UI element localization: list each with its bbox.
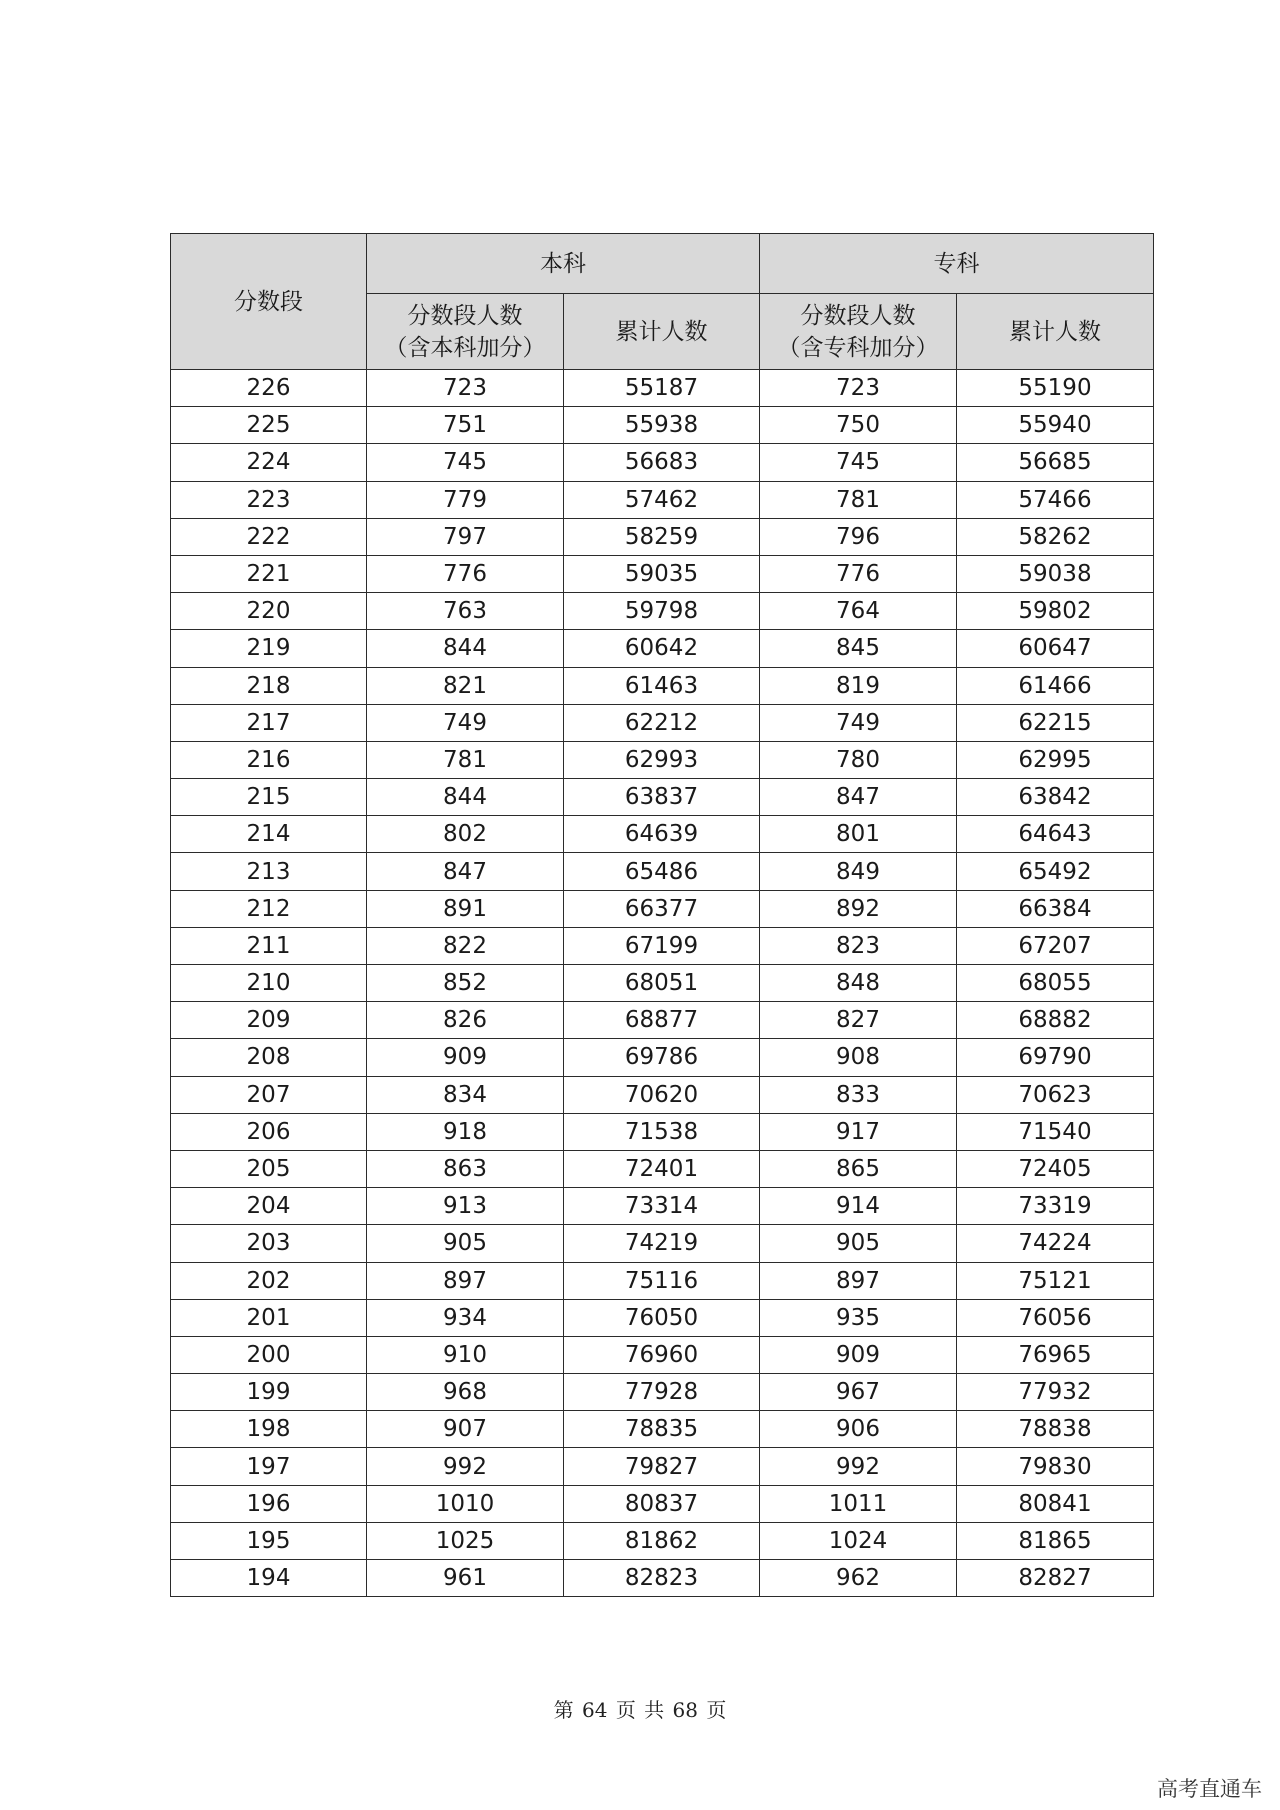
cell-undergrad-cumulative: 57462 xyxy=(564,481,760,518)
cell-undergrad-cumulative: 55938 xyxy=(564,407,760,444)
table-row xyxy=(171,1374,1154,1411)
cell-undergrad-count: 781 xyxy=(367,741,564,778)
cell-vocational-cumulative: 66384 xyxy=(957,890,1154,927)
cell-undergrad-cumulative: 58259 xyxy=(564,518,760,555)
cell-undergrad-cumulative: 75116 xyxy=(564,1262,760,1299)
cell-vocational-cumulative: 61466 xyxy=(957,667,1154,704)
cell-vocational-cumulative: 82827 xyxy=(957,1560,1154,1597)
header-undergrad-cumulative: 累计人数 xyxy=(564,294,760,370)
table-row xyxy=(171,816,1154,853)
cell-vocational-cumulative: 78838 xyxy=(957,1411,1154,1448)
cell-undergrad-cumulative: 59798 xyxy=(564,593,760,630)
table-row xyxy=(171,1150,1154,1187)
watermark-text: 高考直通车 xyxy=(1157,1777,1262,1801)
cell-score: 206 xyxy=(171,1113,367,1150)
cell-undergrad-count: 821 xyxy=(367,667,564,704)
table-row xyxy=(171,481,1154,518)
cell-vocational-cumulative: 77932 xyxy=(957,1374,1154,1411)
cell-vocational-count: 796 xyxy=(760,518,957,555)
cell-score: 226 xyxy=(171,370,367,407)
table-row xyxy=(171,630,1154,667)
cell-undergrad-count: 1010 xyxy=(367,1485,564,1522)
cell-vocational-cumulative: 60647 xyxy=(957,630,1154,667)
cell-undergrad-cumulative: 56683 xyxy=(564,444,760,481)
table-row xyxy=(171,1448,1154,1485)
header-vocational-cumulative: 累计人数 xyxy=(957,294,1154,370)
cell-score: 210 xyxy=(171,965,367,1002)
cell-vocational-cumulative: 75121 xyxy=(957,1262,1154,1299)
cell-undergrad-count: 961 xyxy=(367,1560,564,1597)
cell-undergrad-count: 763 xyxy=(367,593,564,630)
header-score-segment: 分数段 xyxy=(171,234,367,370)
header-vocational: 专科 xyxy=(760,234,1154,294)
cell-score: 223 xyxy=(171,481,367,518)
cell-undergrad-cumulative: 70620 xyxy=(564,1076,760,1113)
cell-vocational-cumulative: 70623 xyxy=(957,1076,1154,1113)
cell-vocational-count: 897 xyxy=(760,1262,957,1299)
cell-vocational-count: 781 xyxy=(760,481,957,518)
cell-score: 211 xyxy=(171,927,367,964)
cell-vocational-count: 723 xyxy=(760,370,957,407)
cell-undergrad-count: 909 xyxy=(367,1039,564,1076)
cell-vocational-count: 962 xyxy=(760,1560,957,1597)
table-row xyxy=(171,1039,1154,1076)
cell-vocational-count: 905 xyxy=(760,1225,957,1262)
table-row xyxy=(171,555,1154,592)
table-row xyxy=(171,1485,1154,1522)
cell-score: 207 xyxy=(171,1076,367,1113)
cell-score: 199 xyxy=(171,1374,367,1411)
header-vocational-count: 分数段人数 （含专科加分） xyxy=(760,294,957,370)
cell-vocational-count: 833 xyxy=(760,1076,957,1113)
cell-vocational-count: 776 xyxy=(760,555,957,592)
header-undergrad-count: 分数段人数 （含本科加分） xyxy=(367,294,564,370)
cell-undergrad-cumulative: 55187 xyxy=(564,370,760,407)
cell-vocational-cumulative: 62215 xyxy=(957,704,1154,741)
cell-undergrad-cumulative: 60642 xyxy=(564,630,760,667)
table-row xyxy=(171,407,1154,444)
cell-undergrad-count: 891 xyxy=(367,890,564,927)
cell-vocational-cumulative: 74224 xyxy=(957,1225,1154,1262)
table-row xyxy=(171,1560,1154,1597)
cell-undergrad-count: 847 xyxy=(367,853,564,890)
cell-vocational-cumulative: 68882 xyxy=(957,1002,1154,1039)
cell-vocational-cumulative: 71540 xyxy=(957,1113,1154,1150)
cell-vocational-cumulative: 69790 xyxy=(957,1039,1154,1076)
cell-undergrad-count: 992 xyxy=(367,1448,564,1485)
cell-vocational-count: 845 xyxy=(760,630,957,667)
cell-vocational-cumulative: 59038 xyxy=(957,555,1154,592)
cell-undergrad-cumulative: 81862 xyxy=(564,1522,760,1559)
cell-vocational-cumulative: 67207 xyxy=(957,927,1154,964)
cell-undergrad-count: 802 xyxy=(367,816,564,853)
cell-vocational-count: 849 xyxy=(760,853,957,890)
cell-score: 200 xyxy=(171,1336,367,1373)
table-row xyxy=(171,1076,1154,1113)
cell-score: 224 xyxy=(171,444,367,481)
cell-undergrad-count: 749 xyxy=(367,704,564,741)
page-number-footer: 第 64 页 共 68 页 xyxy=(553,1698,727,1722)
table-row xyxy=(171,1336,1154,1373)
cell-vocational-count: 906 xyxy=(760,1411,957,1448)
cell-undergrad-count: 897 xyxy=(367,1262,564,1299)
table-body xyxy=(171,370,1154,1597)
cell-vocational-count: 1024 xyxy=(760,1522,957,1559)
table-row xyxy=(171,1522,1154,1559)
cell-vocational-cumulative: 81865 xyxy=(957,1522,1154,1559)
cell-undergrad-cumulative: 68877 xyxy=(564,1002,760,1039)
cell-vocational-count: 992 xyxy=(760,1448,957,1485)
table-row xyxy=(171,927,1154,964)
cell-vocational-count: 865 xyxy=(760,1150,957,1187)
cell-vocational-count: 914 xyxy=(760,1188,957,1225)
cell-undergrad-cumulative: 76050 xyxy=(564,1299,760,1336)
table-header xyxy=(171,234,1154,370)
cell-score: 215 xyxy=(171,779,367,816)
cell-score: 221 xyxy=(171,555,367,592)
cell-undergrad-count: 723 xyxy=(367,370,564,407)
cell-undergrad-cumulative: 73314 xyxy=(564,1188,760,1225)
cell-undergrad-count: 779 xyxy=(367,481,564,518)
cell-undergrad-cumulative: 62993 xyxy=(564,741,760,778)
table-row xyxy=(171,704,1154,741)
cell-score: 208 xyxy=(171,1039,367,1076)
cell-vocational-count: 908 xyxy=(760,1039,957,1076)
cell-vocational-cumulative: 59802 xyxy=(957,593,1154,630)
cell-undergrad-cumulative: 77928 xyxy=(564,1374,760,1411)
cell-score: 218 xyxy=(171,667,367,704)
cell-undergrad-cumulative: 72401 xyxy=(564,1150,760,1187)
cell-vocational-count: 750 xyxy=(760,407,957,444)
table-row xyxy=(171,593,1154,630)
cell-undergrad-count: 826 xyxy=(367,1002,564,1039)
cell-undergrad-count: 905 xyxy=(367,1225,564,1262)
cell-undergrad-cumulative: 67199 xyxy=(564,927,760,964)
cell-vocational-count: 764 xyxy=(760,593,957,630)
cell-score: 204 xyxy=(171,1188,367,1225)
cell-score: 202 xyxy=(171,1262,367,1299)
cell-score: 216 xyxy=(171,741,367,778)
cell-score: 225 xyxy=(171,407,367,444)
cell-score: 213 xyxy=(171,853,367,890)
cell-score: 217 xyxy=(171,704,367,741)
table-row xyxy=(171,1188,1154,1225)
cell-vocational-count: 847 xyxy=(760,779,957,816)
cell-undergrad-count: 822 xyxy=(367,927,564,964)
cell-score: 209 xyxy=(171,1002,367,1039)
cell-undergrad-cumulative: 80837 xyxy=(564,1485,760,1522)
cell-vocational-count: 848 xyxy=(760,965,957,1002)
table-row xyxy=(171,1262,1154,1299)
cell-undergrad-count: 863 xyxy=(367,1150,564,1187)
cell-vocational-cumulative: 55190 xyxy=(957,370,1154,407)
header-undergrad: 本科 xyxy=(367,234,760,294)
cell-vocational-cumulative: 55940 xyxy=(957,407,1154,444)
score-distribution-table xyxy=(170,233,1154,1597)
cell-vocational-cumulative: 56685 xyxy=(957,444,1154,481)
cell-undergrad-count: 844 xyxy=(367,630,564,667)
cell-vocational-cumulative: 76965 xyxy=(957,1336,1154,1373)
cell-vocational-count: 1011 xyxy=(760,1485,957,1522)
cell-undergrad-cumulative: 76960 xyxy=(564,1336,760,1373)
cell-vocational-count: 823 xyxy=(760,927,957,964)
cell-undergrad-count: 834 xyxy=(367,1076,564,1113)
cell-vocational-count: 745 xyxy=(760,444,957,481)
cell-vocational-cumulative: 63842 xyxy=(957,779,1154,816)
table-row xyxy=(171,518,1154,555)
cell-vocational-count: 827 xyxy=(760,1002,957,1039)
cell-vocational-cumulative: 58262 xyxy=(957,518,1154,555)
cell-undergrad-count: 745 xyxy=(367,444,564,481)
cell-vocational-cumulative: 64643 xyxy=(957,816,1154,853)
cell-vocational-count: 801 xyxy=(760,816,957,853)
cell-vocational-cumulative: 65492 xyxy=(957,853,1154,890)
table-row xyxy=(171,779,1154,816)
cell-score: 196 xyxy=(171,1485,367,1522)
cell-undergrad-cumulative: 68051 xyxy=(564,965,760,1002)
cell-vocational-count: 935 xyxy=(760,1299,957,1336)
cell-vocational-count: 749 xyxy=(760,704,957,741)
cell-undergrad-count: 934 xyxy=(367,1299,564,1336)
table-row xyxy=(171,444,1154,481)
table-row xyxy=(171,1299,1154,1336)
cell-undergrad-cumulative: 64639 xyxy=(564,816,760,853)
cell-undergrad-count: 968 xyxy=(367,1374,564,1411)
cell-score: 205 xyxy=(171,1150,367,1187)
cell-score: 212 xyxy=(171,890,367,927)
cell-score: 195 xyxy=(171,1522,367,1559)
table-row xyxy=(171,667,1154,704)
cell-undergrad-count: 844 xyxy=(367,779,564,816)
table-row xyxy=(171,1002,1154,1039)
cell-vocational-cumulative: 80841 xyxy=(957,1485,1154,1522)
cell-score: 197 xyxy=(171,1448,367,1485)
cell-undergrad-count: 918 xyxy=(367,1113,564,1150)
cell-vocational-count: 909 xyxy=(760,1336,957,1373)
table-row xyxy=(171,1113,1154,1150)
table-row xyxy=(171,1411,1154,1448)
cell-vocational-cumulative: 73319 xyxy=(957,1188,1154,1225)
cell-score: 220 xyxy=(171,593,367,630)
cell-vocational-count: 892 xyxy=(760,890,957,927)
cell-score: 198 xyxy=(171,1411,367,1448)
cell-undergrad-cumulative: 69786 xyxy=(564,1039,760,1076)
table-row xyxy=(171,370,1154,407)
table-row xyxy=(171,741,1154,778)
cell-vocational-count: 819 xyxy=(760,667,957,704)
cell-undergrad-count: 797 xyxy=(367,518,564,555)
cell-undergrad-count: 751 xyxy=(367,407,564,444)
cell-vocational-cumulative: 72405 xyxy=(957,1150,1154,1187)
cell-undergrad-count: 776 xyxy=(367,555,564,592)
cell-score: 219 xyxy=(171,630,367,667)
cell-undergrad-cumulative: 78835 xyxy=(564,1411,760,1448)
cell-vocational-cumulative: 76056 xyxy=(957,1299,1154,1336)
cell-vocational-cumulative: 68055 xyxy=(957,965,1154,1002)
cell-undergrad-cumulative: 65486 xyxy=(564,853,760,890)
cell-undergrad-cumulative: 71538 xyxy=(564,1113,760,1150)
cell-undergrad-cumulative: 59035 xyxy=(564,555,760,592)
cell-undergrad-cumulative: 79827 xyxy=(564,1448,760,1485)
cell-vocational-count: 967 xyxy=(760,1374,957,1411)
cell-undergrad-count: 1025 xyxy=(367,1522,564,1559)
cell-undergrad-count: 910 xyxy=(367,1336,564,1373)
cell-vocational-count: 917 xyxy=(760,1113,957,1150)
cell-score: 194 xyxy=(171,1560,367,1597)
cell-vocational-count: 780 xyxy=(760,741,957,778)
table-row xyxy=(171,1225,1154,1262)
cell-score: 203 xyxy=(171,1225,367,1262)
cell-undergrad-cumulative: 66377 xyxy=(564,890,760,927)
cell-undergrad-count: 907 xyxy=(367,1411,564,1448)
table-row xyxy=(171,965,1154,1002)
cell-undergrad-cumulative: 62212 xyxy=(564,704,760,741)
table-row xyxy=(171,890,1154,927)
cell-undergrad-count: 852 xyxy=(367,965,564,1002)
cell-score: 214 xyxy=(171,816,367,853)
table-row xyxy=(171,853,1154,890)
cell-vocational-cumulative: 57466 xyxy=(957,481,1154,518)
cell-undergrad-cumulative: 74219 xyxy=(564,1225,760,1262)
cell-undergrad-count: 913 xyxy=(367,1188,564,1225)
cell-score: 222 xyxy=(171,518,367,555)
cell-undergrad-cumulative: 63837 xyxy=(564,779,760,816)
cell-vocational-cumulative: 79830 xyxy=(957,1448,1154,1485)
cell-score: 201 xyxy=(171,1299,367,1336)
cell-undergrad-cumulative: 82823 xyxy=(564,1560,760,1597)
cell-vocational-cumulative: 62995 xyxy=(957,741,1154,778)
cell-undergrad-cumulative: 61463 xyxy=(564,667,760,704)
